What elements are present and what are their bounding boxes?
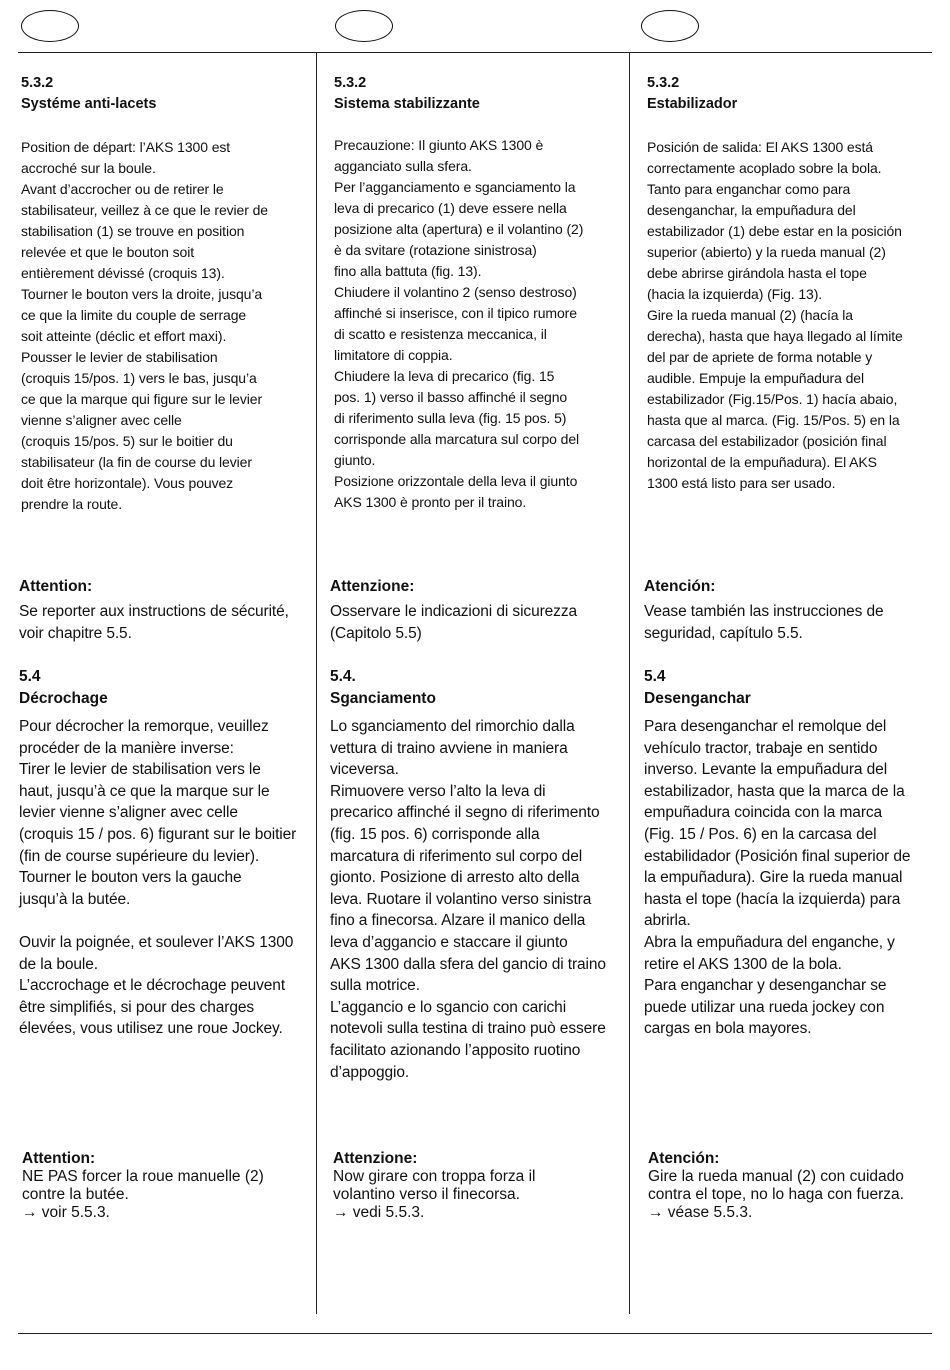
subsection-body: Para desenganchar el remolque del vehículo tractor, trabaje en sentido inverso. Levante la empuñadura del estabilizador, hasta que la marca de la empuñadura coincida con la marca (Fig. 15 / Pos. 6) en la carcasa del estabilidador (Posición final superior de la empuñadura). Gire la rueda manual hasta el tope (hacía la izquierda) para abrirla. Abra la empuñadura del enganche, y retire el AKS 1300 de la bola. Para enganchar y desenganchar se puede utilizar una rueda jockey con cargas en bola mayores. (644, 718, 911, 1038)
note-heading: Attention: (22, 1150, 96, 1167)
subsection-number: 5.4 (19, 668, 41, 685)
subsection-body: Pour décrocher la remorque, veuillez procéder de la manière inverse: Tirer le levier de stabilisation vers le haut, jusqu’à ce que la marque sur le levier vienne s’aligner avec celle (croquis 15 / pos. 6) figurant sur le boitier (fin de course supérieure du levier). Tourner le bouton vers la gauche jusqu’à la butée. Ouvir la poignée, et soulever l’AKS 1300 de la boule. L’accrochage et le décrochage peuvent être simplifiés, si pour des charges élevées, vous utilisez une roue Jockey. (19, 718, 297, 1038)
attention-heading: Attention: (19, 578, 93, 595)
column-es (644, 0, 937, 1370)
subsection-body: Lo sganciamento del rimorchio dalla vettura di traino avviene in maniera viceversa. Rimuovere verso l’alto la leva di precarico affinché il segno di riferimento (fig. 15 pos. 6) corrisponde alla marcatura di riferimento sul corpo del gionto. Posizione di arresto alto della leva. Ruotare il volantino verso sinistra fino a finecorsa. Alzare il manico della leva d’aggancio e staccare il giunto AKS 1300 dalla sfera del gancio di traino sulla motrice. L’aggancio e lo sgancio con carichi notevoli sulla testina di traino può essere facilitato azionando l’apposito ruotino d’appoggio. (330, 718, 606, 1081)
note-text: Now girare con troppa forza il volantino verso il finecorsa. → vedi 5.5.3. (333, 1168, 536, 1221)
attention-text: Vease también las instrucciones de seguridad, capítulo 5.5. (644, 603, 884, 642)
column-divider-1 (316, 52, 317, 1314)
subsection-title: Desenganchar (644, 690, 751, 707)
subsection-title: Sganciamento (330, 690, 436, 707)
note-heading: Atención: (648, 1150, 720, 1167)
section-body: Position de départ: l’AKS 1300 est accroché sur la boule. Avant d’accrocher ou de retirer le stabilisateur, veillez à ce que le revier de stabilisation (1) se trouve en position relevée et que le bouton soit entièrement dévissé (croquis 13). Tourner le bouton vers la droite, jusqu’a ce que la limite du couple de serrage soit atteinte (déclic et effort maxi). Pousser le levier de stabilisation (croquis 15/pos. 1) vers le bas, jusqu’a ce que la marque qui figure sur le levier vienne s’aligner avec celle (croquis 15/pos. 5) sur le boitier du stabilisateur (la fin de course du levier doit être horizontale). Vous pouvez prendre la route. (21, 139, 268, 512)
section-title: Estabilizador (647, 96, 738, 112)
section-number: 5.3.2 (334, 75, 367, 91)
section-number: 5.3.2 (21, 75, 54, 91)
attention-heading: Atención: (644, 578, 716, 595)
note-heading: Attenzione: (333, 1150, 418, 1167)
section-body: Posición de salida: El AKS 1300 está correctamente acoplado sobre la bola. Tanto para enganchar como para desenganchar, la empuñadura del estabilizador (1) debe estar en la posición superior (abierto) y la rueda manual (2) debe abrirse girándola hasta el tope (hacia la izquierda) (Fig. 13). Gire la rueda manual (2) (hacía la derecha), hasta que haya llegado al límite del par de apriete de forma notable y audible. Empuje la empuñadura del estabilizador (Fig.15/Pos. 1) hacía abaio, hasta que al marca. (Fig. 15/Pos. 5) en la carcasa del estabilizador (posición final horizontal de la empuñadura). El AKS 1300 está listo para ser usado. (647, 139, 903, 491)
column-fr (21, 0, 309, 1370)
subsection-number: 5.4 (644, 668, 666, 685)
section-title: Sistema stabilizzante (334, 96, 480, 112)
section-body: Precauzione: Il giunto AKS 1300 è agganciato sulla sfera. Per l’agganciamento e sganciamento la leva di precarico (1) deve essere nella posizione alta (apertura) e il volantino (2) è da svitare (rotazione sinistrosa) fino alla battuta (fig. 13). Chiudere il volantino 2 (senso destroso) affinché si inserisce, con il tipico rumore di scatto e resistenza meccanica, il limitatore di coppia. Chiudere la leva di precarico (fig. 15 pos. 1) verso il basso affinché il segno di riferimento sulla leva (fig. 15 pos. 5) corrisponde alla marcatura sul corpo del giunto. Posizione orizzontale della leva il giunto AKS 1300 è pronto per il traino. (334, 137, 584, 510)
column-it (330, 0, 624, 1370)
attention-text: Se reporter aux instructions de sécurité, voir chapitre 5.5. (19, 603, 289, 642)
section-title: Systéme anti-lacets (21, 96, 157, 112)
subsection-number: 5.4. (330, 668, 356, 685)
section-number: 5.3.2 (647, 75, 680, 91)
column-divider-2 (629, 52, 630, 1314)
note-text: NE PAS forcer la roue manuelle (2) contre la butée. → voir 5.5.3. (22, 1168, 264, 1221)
attention-heading: Attenzione: (330, 578, 415, 595)
subsection-title: Décrochage (19, 690, 108, 707)
attention-text: Osservare le indicazioni di sicurezza (Capitolo 5.5) (330, 603, 577, 642)
note-text: Gire la rueda manual (2) con cuidado contra el tope, no lo haga con fuerza. → véase 5.5.3. (648, 1168, 904, 1221)
